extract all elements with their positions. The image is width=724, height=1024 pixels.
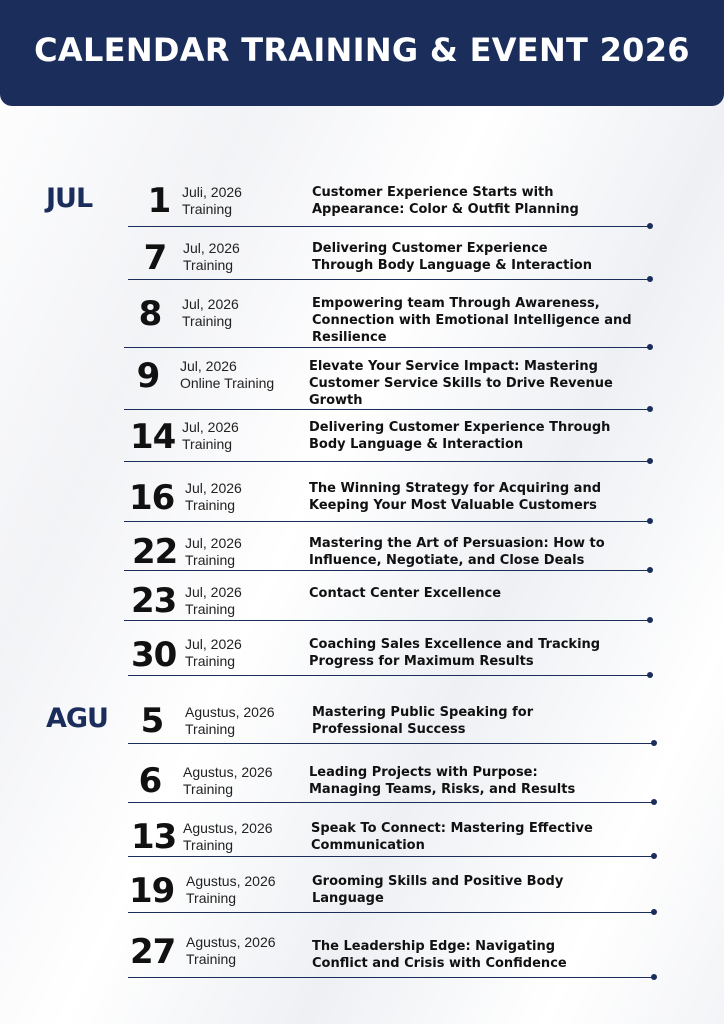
event-type: Training (186, 890, 237, 906)
event-meta (185, 480, 242, 514)
event-date: Jul, 2026 (182, 296, 239, 312)
event-type: Training (185, 497, 236, 513)
divider-line (128, 856, 654, 857)
event-date: Jul, 2026 (185, 480, 242, 496)
divider-line (128, 226, 650, 227)
event-day: 6 (138, 761, 162, 801)
event-day: 7 (143, 238, 167, 278)
event-meta (185, 704, 275, 738)
event-date: Agustus, 2026 (183, 764, 273, 780)
event-date: Jul, 2026 (185, 636, 242, 652)
event-meta (186, 873, 276, 907)
event-type: Training (183, 781, 234, 797)
divider-line (124, 521, 650, 522)
event-type: Training (182, 313, 233, 329)
event-type: Training (183, 257, 234, 273)
event-day: 22 (132, 532, 178, 572)
divider-line (128, 912, 654, 913)
event-day: 16 (129, 478, 175, 518)
event-date: Agustus, 2026 (185, 704, 275, 720)
event-day: 5 (140, 701, 164, 741)
event-meta (185, 535, 242, 569)
event-day: 19 (129, 871, 175, 911)
event-meta (180, 358, 274, 392)
divider-line (128, 279, 650, 280)
divider-line (124, 461, 650, 462)
event-title: Delivering Customer Experience Through Body Language & Interaction (309, 420, 611, 452)
event-title: Leading Projects with Purpose: Managing Teams, Risks, and Results (309, 765, 576, 797)
month-label-agu: AGU (46, 703, 108, 734)
event-date: Jul, 2026 (183, 240, 240, 256)
event-date: Jul, 2026 (180, 358, 237, 374)
event-type: Training (185, 653, 236, 669)
event-day: 1 (147, 181, 171, 221)
event-day: 27 (130, 932, 176, 972)
event-title: The Leadership Edge: Navigating Conflict and Crisis with Confidence (312, 939, 567, 971)
divider-line (124, 347, 650, 348)
event-type: Training (185, 601, 236, 617)
divider-line (124, 570, 650, 571)
event-date: Agustus, 2026 (186, 873, 276, 889)
event-type: Training (182, 201, 233, 217)
divider-line (128, 802, 654, 803)
event-title: Customer Experience Starts with Appearance: Color & Outfit Planning (312, 185, 579, 217)
event-title: Delivering Customer Experience Through Body Language & Interaction (312, 241, 592, 273)
event-type: Training (185, 552, 236, 568)
event-title: Mastering Public Speaking for Professional Success (312, 705, 534, 737)
event-day: 13 (131, 817, 177, 857)
month-label-jul: JUL (46, 183, 93, 214)
event-title: Speak To Connect: Mastering Effective Communication (311, 821, 593, 853)
event-meta (183, 240, 240, 274)
event-day: 23 (131, 581, 177, 621)
divider-line (128, 675, 650, 676)
page-title: CALENDAR TRAINING & EVENT 2026 (34, 31, 690, 69)
event-title: Coaching Sales Excellence and Tracking Progress for Maximum Results (309, 637, 601, 669)
event-title: Empowering team Through Awareness, Connection with Emotional Intelligence and Resilience (312, 296, 632, 345)
event-date: Jul, 2026 (185, 584, 242, 600)
event-day: 9 (136, 356, 160, 396)
event-meta (182, 184, 242, 218)
event-type: Training (182, 436, 233, 452)
event-day: 14 (130, 417, 176, 457)
event-meta (183, 820, 273, 854)
event-meta (182, 419, 239, 453)
event-date: Jul, 2026 (182, 419, 239, 435)
event-title: The Winning Strategy for Acquiring and Keeping Your Most Valuable Customers (309, 481, 602, 513)
event-meta (186, 934, 276, 968)
event-title: Grooming Skills and Positive Body Language (312, 874, 564, 906)
event-type: Online Training (180, 375, 275, 391)
event-type: Training (186, 951, 237, 967)
divider-line (128, 977, 654, 978)
event-date: Agustus, 2026 (183, 820, 273, 836)
event-meta (185, 636, 242, 670)
event-meta (182, 296, 239, 330)
event-title: Elevate Your Service Impact: Mastering Customer Service Skills to Drive Revenue Growth (309, 359, 613, 408)
divider-line (124, 620, 650, 621)
event-type: Training (185, 721, 236, 737)
event-date: Agustus, 2026 (186, 934, 276, 950)
divider-line (124, 409, 650, 410)
event-day: 30 (131, 635, 177, 675)
event-title: Mastering the Art of Persuasion: How to Influence, Negotiate, and Close Deals (309, 536, 605, 568)
event-date: Jul, 2026 (185, 535, 242, 551)
event-type: Training (183, 837, 234, 853)
event-title: Contact Center Excellence (309, 586, 502, 601)
event-date: Juli, 2026 (182, 184, 242, 200)
header-banner (0, 0, 724, 106)
event-meta (185, 584, 242, 618)
event-meta (183, 764, 273, 798)
divider-line (128, 743, 654, 744)
event-day: 8 (138, 294, 162, 334)
